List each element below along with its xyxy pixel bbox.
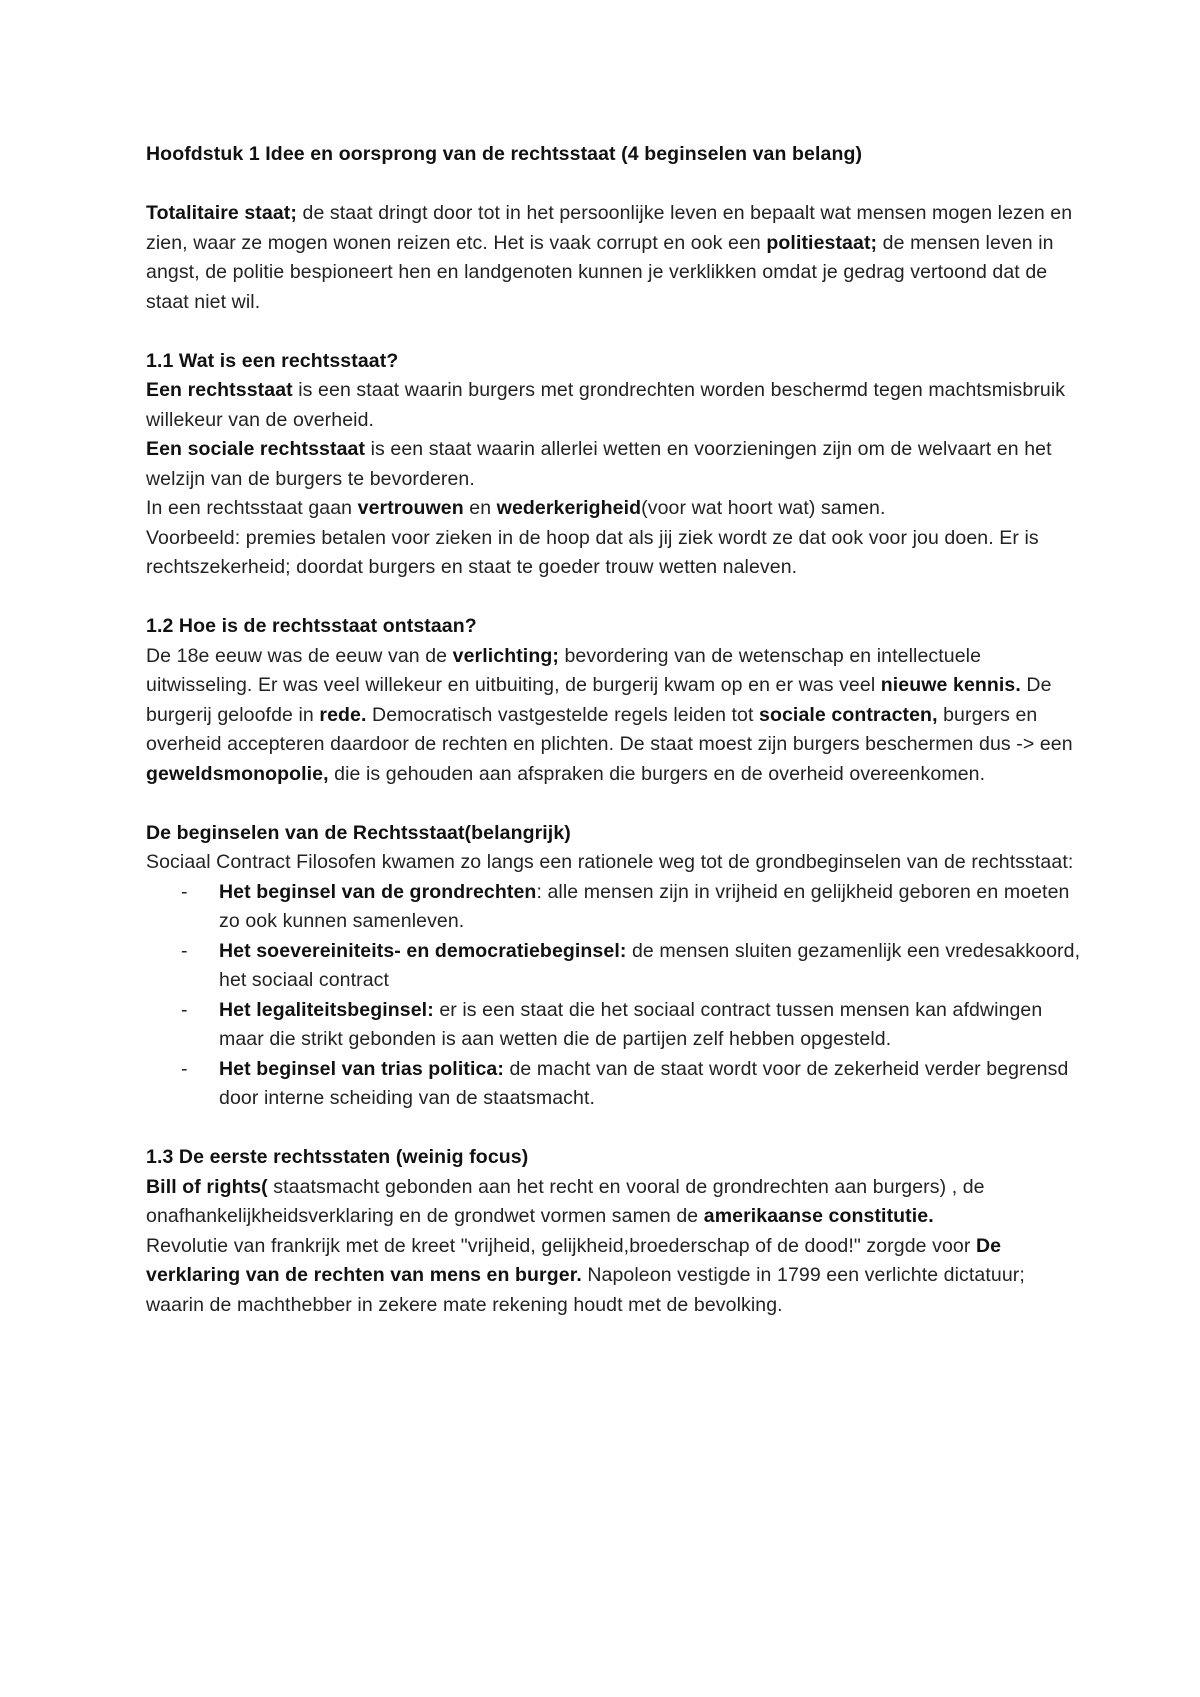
term-bill-of-rights: Bill of rights( — [146, 1175, 268, 1198]
list-bullet: - — [181, 998, 188, 1021]
paragraph-text: burgers en overheid accepteren daardoor de rechten en plichten. De staat moest zijn burgers beschermen dus -> een — [146, 703, 1073, 755]
term-rede: rede. — [319, 703, 367, 726]
list-item — [146, 1055, 1086, 1114]
spacer — [146, 1114, 1086, 1144]
definition-rechtsstaat — [146, 376, 1086, 435]
term-sociale-contracten: sociale contracten, — [759, 703, 938, 726]
list-item — [146, 996, 1086, 1055]
paragraph-revolutie — [146, 1232, 1086, 1321]
principles-list — [146, 878, 1086, 1114]
principle-term: Het beginsel van de grondrechten — [219, 880, 537, 903]
principle-text: de mensen sluiten gezamenlijk een vredesakkoord, het sociaal contract — [219, 939, 1081, 991]
term-wederkerigheid: wederkerigheid — [496, 497, 642, 519]
spacer — [146, 170, 1086, 200]
list-item — [146, 937, 1086, 996]
section-heading-1-3: 1.3 De eerste rechtsstaten (weinig focus) — [146, 1146, 529, 1168]
section-heading-1-1: 1.1 Wat is een rechtsstaat? — [146, 349, 399, 372]
intro-text-2: de mensen leven in angst, de politie bespioneert hen en landgenoten kunnen je verklikken omdat je gedrag vertoond dat de staat niet wil. — [146, 231, 1054, 313]
paragraph-beginselen-intro: Sociaal Contract Filosofen kwamen zo langs een rationele weg tot de grondbeginselen van de rechtsstaat: — [146, 851, 1074, 873]
paragraph-text: (voor wat hoort wat) samen. — [641, 497, 886, 519]
definition-text: is een staat waarin burgers met grondrechten worden beschermd tegen machtsmisbruik willekeur van de overheid. — [146, 379, 1066, 431]
principle-text: de macht van de staat wordt voor de zekerheid verder begrensd door interne scheiding van de staatsmacht. — [219, 1057, 1069, 1109]
principle-text: er is een staat die het sociaal contract tussen mensen kan afdwingen maar die strikt gebonden is aan wetten die de partijen zelf hebben opgesteld. — [219, 998, 1043, 1050]
list-bullet: - — [181, 939, 188, 962]
paragraph-vertrouwen — [146, 494, 1086, 524]
principle-text: : alle mensen zijn in vrijheid en gelijkheid geboren en moeten zo ook kunnen samenleven. — [219, 880, 1070, 932]
principle-term: Het soevereiniteits- en democratiebeginsel: — [219, 939, 627, 962]
intro-text-1: de staat dringt door tot in het persoonlijke leven en bepaalt wat mensen mogen lezen en zien, waar ze mogen wonen reizen etc. Het is vaak corrupt en ook een — [146, 202, 1073, 254]
paragraph-text: die is gehouden aan afspraken die burgers en de overheid overeenkomen. — [328, 762, 986, 785]
paragraph-text: De 18e eeuw was de eeuw van de — [146, 644, 453, 667]
paragraph-text: Napoleon vestigde in 1799 een verlichte dictatuur; waarin de machthebber in zekere mate rekening houdt met de bevolking. — [146, 1264, 1025, 1316]
term-amerikaanse-constitutie: amerikaanse constitutie. — [703, 1205, 934, 1227]
term-sociale-rechtsstaat: Een sociale rechtsstaat — [146, 438, 366, 460]
list-bullet: - — [181, 1057, 188, 1080]
list-bullet: - — [181, 880, 188, 903]
term-totalitaire-staat: Totalitaire staat; — [146, 202, 297, 224]
paragraph-text: Democratisch vastgestelde regels leiden tot — [366, 703, 760, 726]
paragraph-text: De burgerij geloofde in — [146, 674, 1052, 726]
paragraph-text: staatsmacht gebonden aan het recht en vooral de grondrechten aan burgers) , de onafhankelijkheidsverklaring en de grondwet vormen samen de — [146, 1175, 985, 1227]
section-heading-beginselen: De beginselen van de Rechtsstaat(belangrijk) — [146, 821, 571, 844]
paragraph-voorbeeld: Voorbeeld: premies betalen voor zieken in de hoop dat als jij ziek wordt ze dat ook voor jou doen. Er is rechtszekerheid; doordat burgers en staat te goeder trouw wetten naleven. — [146, 526, 1039, 578]
spacer — [146, 789, 1086, 819]
document-page — [146, 140, 1086, 1320]
list-item — [146, 878, 1086, 937]
paragraph-text: In een rechtsstaat gaan — [146, 497, 358, 519]
page-title: Hoofdstuk 1 Idee en oorsprong van de rechtsstaat (4 beginselen van belang) — [146, 143, 863, 165]
term-politiestaat: politiestaat; — [766, 231, 878, 254]
principle-term: Het beginsel van trias politica: — [219, 1057, 504, 1080]
paragraph-text: en — [463, 497, 497, 519]
spacer — [146, 583, 1086, 613]
paragraph-ontstaan — [146, 642, 1086, 790]
term-geweldsmonopolie: geweldsmonopolie, — [146, 762, 329, 785]
intro-paragraph — [146, 199, 1086, 317]
term-vertrouwen: vertrouwen — [357, 497, 464, 519]
term-verlichting: verlichting; — [452, 644, 559, 667]
definition-text: is een staat waarin allerlei wetten en voorzieningen zijn om de welvaart en het welzijn van de burgers te bevorderen. — [146, 438, 1052, 490]
paragraph-bill-of-rights — [146, 1173, 1086, 1232]
paragraph-text: bevordering van de wetenschap en intellectuele uitwisseling. Er was veel willekeur en uitbuiting, de burgerij kwam op en er was veel — [146, 644, 982, 696]
principle-term: Het legaliteitsbeginsel: — [219, 998, 434, 1021]
spacer — [146, 317, 1086, 347]
definition-sociale-rechtsstaat — [146, 435, 1086, 494]
section-heading-1-2: 1.2 Hoe is de rechtsstaat ontstaan? — [146, 615, 477, 637]
paragraph-text: Revolutie van frankrijk met de kreet "vrijheid, gelijkheid,broederschap of de dood!" zorgde voor — [146, 1234, 976, 1257]
term-rechtsstaat: Een rechtsstaat — [146, 379, 293, 401]
term-nieuwe-kennis: nieuwe kennis. — [880, 674, 1021, 696]
term-verklaring-rechten: De verklaring van de rechten van mens en burger. — [146, 1234, 1002, 1286]
